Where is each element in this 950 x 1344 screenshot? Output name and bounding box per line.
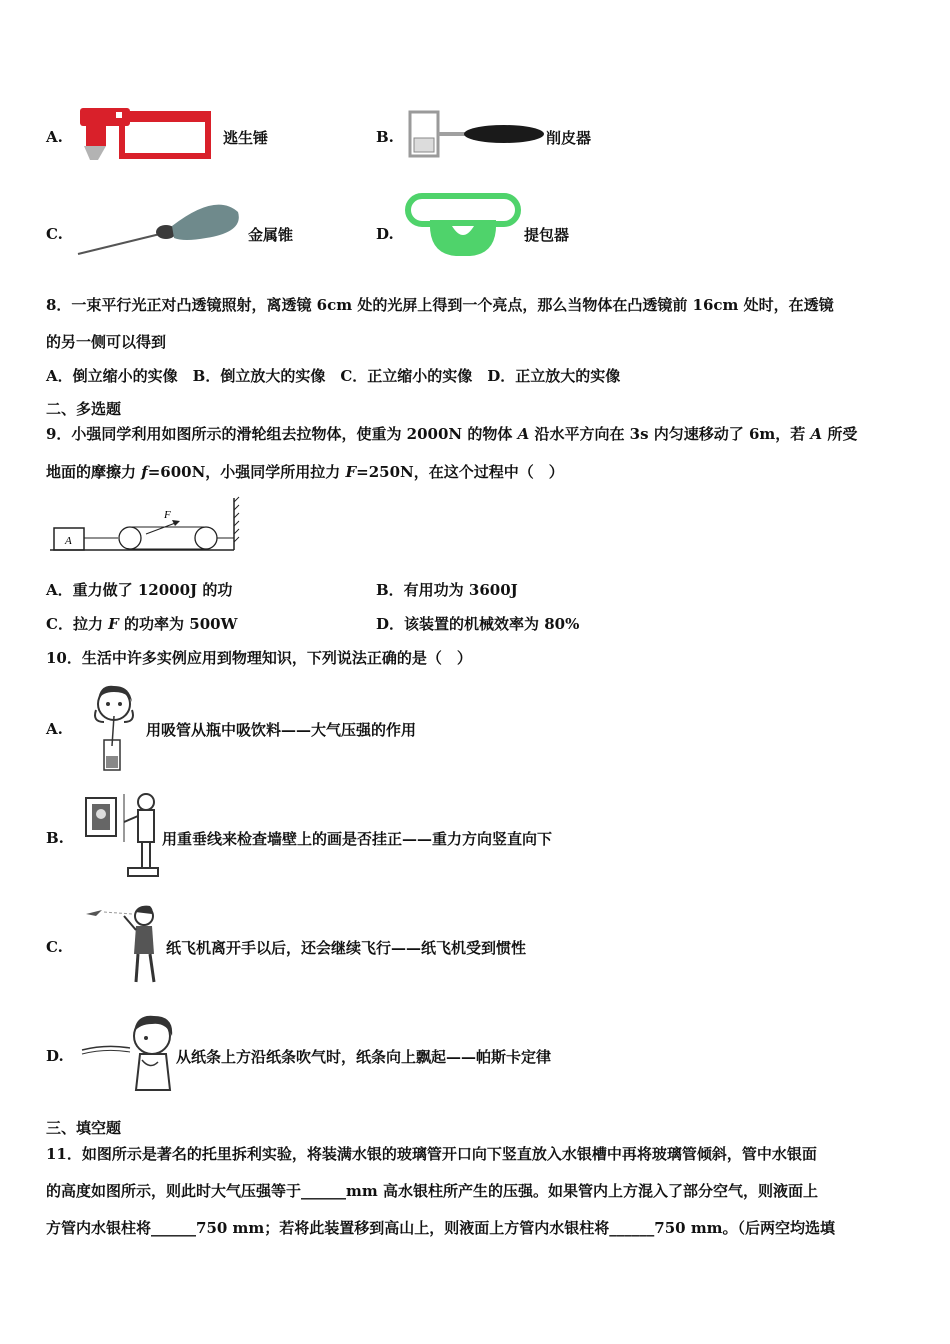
q8-line1: 8．一束平行光正对凸透镜照射，离透镜 6cm 处的光屏上得到一个亮点，那么当物体在凸透镜前 16cm 处时，在透镜 xyxy=(46,296,834,314)
pulley-diagram xyxy=(46,494,246,556)
q8-line2: 的另一侧可以得到 xyxy=(46,333,167,351)
plumb-line-picture-image xyxy=(84,792,164,882)
boy-paper-plane-image xyxy=(84,902,168,988)
q10-option-c-letter: C. xyxy=(46,938,63,956)
q9-line2: 地面的摩擦力 f=600N，小强同学所用拉力 F=250N，在这个过程中（ ） xyxy=(46,463,564,481)
q10-option-d-text: 从纸条上方沿纸条吹气时，纸条向上飘起——帕斯卡定律 xyxy=(176,1048,552,1066)
option-b-label: 削皮器 xyxy=(546,129,592,147)
bag-clip-image xyxy=(404,192,522,264)
option-a-label: 逃生锤 xyxy=(223,129,269,147)
option-c-letter: C. xyxy=(46,225,63,243)
option-d-label: 提包器 xyxy=(524,226,570,244)
q9-line1: 9．小强同学利用如图所示的滑轮组去拉物体，使重为 2000N 的物体 A 沿水平方向在 3s 内匀速移动了 6m，若 A 所受 xyxy=(46,425,858,443)
q10-option-a-text: 用吸管从瓶中吸饮料——大气压强的作用 xyxy=(146,721,417,739)
q8-options: A．倒立缩小的实像 B．倒立放大的实像 C．正立缩小的实像 D．正立放大的实像 xyxy=(46,367,621,385)
section-3-heading: 三、填空题 xyxy=(46,1119,122,1137)
q10-option-a-letter: A. xyxy=(46,720,63,738)
section-2-heading: 二、多选题 xyxy=(46,400,122,418)
option-d-letter: D. xyxy=(376,225,394,243)
boy-blowing-paper-image xyxy=(80,1010,176,1094)
q11-line3: 方管内水银柱将______750 mm；若将此装置移到高山上，则液面上方管内水银柱将______750 mm。（后两空均选填 xyxy=(46,1219,836,1237)
q9-option-d: D．该装置的机械效率为 80% xyxy=(376,615,580,633)
movable-pulley xyxy=(119,527,141,549)
force-label: F xyxy=(164,509,171,521)
q9-option-b: B．有用功为 3600J xyxy=(376,581,518,599)
q9-option-a: A．重力做了 12000J 的功 xyxy=(46,581,233,599)
q10-option-d-letter: D. xyxy=(46,1047,64,1065)
girl-drinking-straw-image xyxy=(84,682,146,774)
fixed-pulley xyxy=(195,527,217,549)
option-b-letter: B. xyxy=(376,128,394,146)
awl-image xyxy=(76,196,246,258)
option-c-label: 金属锥 xyxy=(248,226,294,244)
option-a-letter: A. xyxy=(46,128,63,146)
q10-stem: 10．生活中许多实例应用到物理知识，下列说法正确的是（ ） xyxy=(46,649,472,667)
q11-line1: 11．如图所示是著名的托里拆利实验，将装满水银的玻璃管开口向下竖直放入水银槽中再将玻璃管倾斜，管中水银面 xyxy=(46,1145,817,1163)
q10-option-b-letter: B. xyxy=(46,829,64,847)
q10-option-b-text: 用重垂线来检查墙壁上的画是否挂正——重力方向竖直向下 xyxy=(162,830,553,848)
q9-option-c: C．拉力 F 的功率为 500W xyxy=(46,615,238,633)
escape-hammer-image xyxy=(76,104,216,166)
q11-line2: 的高度如图所示，则此时大气压强等于______mm 高水银柱所产生的压强。如果管内上方混入了部分空气，则液面上 xyxy=(46,1182,818,1200)
q10-option-c-text: 纸飞机离开手以后，还会继续飞行——纸飞机受到惯性 xyxy=(166,939,527,957)
block-a-label: A xyxy=(65,535,72,547)
peeler-image xyxy=(404,104,544,164)
